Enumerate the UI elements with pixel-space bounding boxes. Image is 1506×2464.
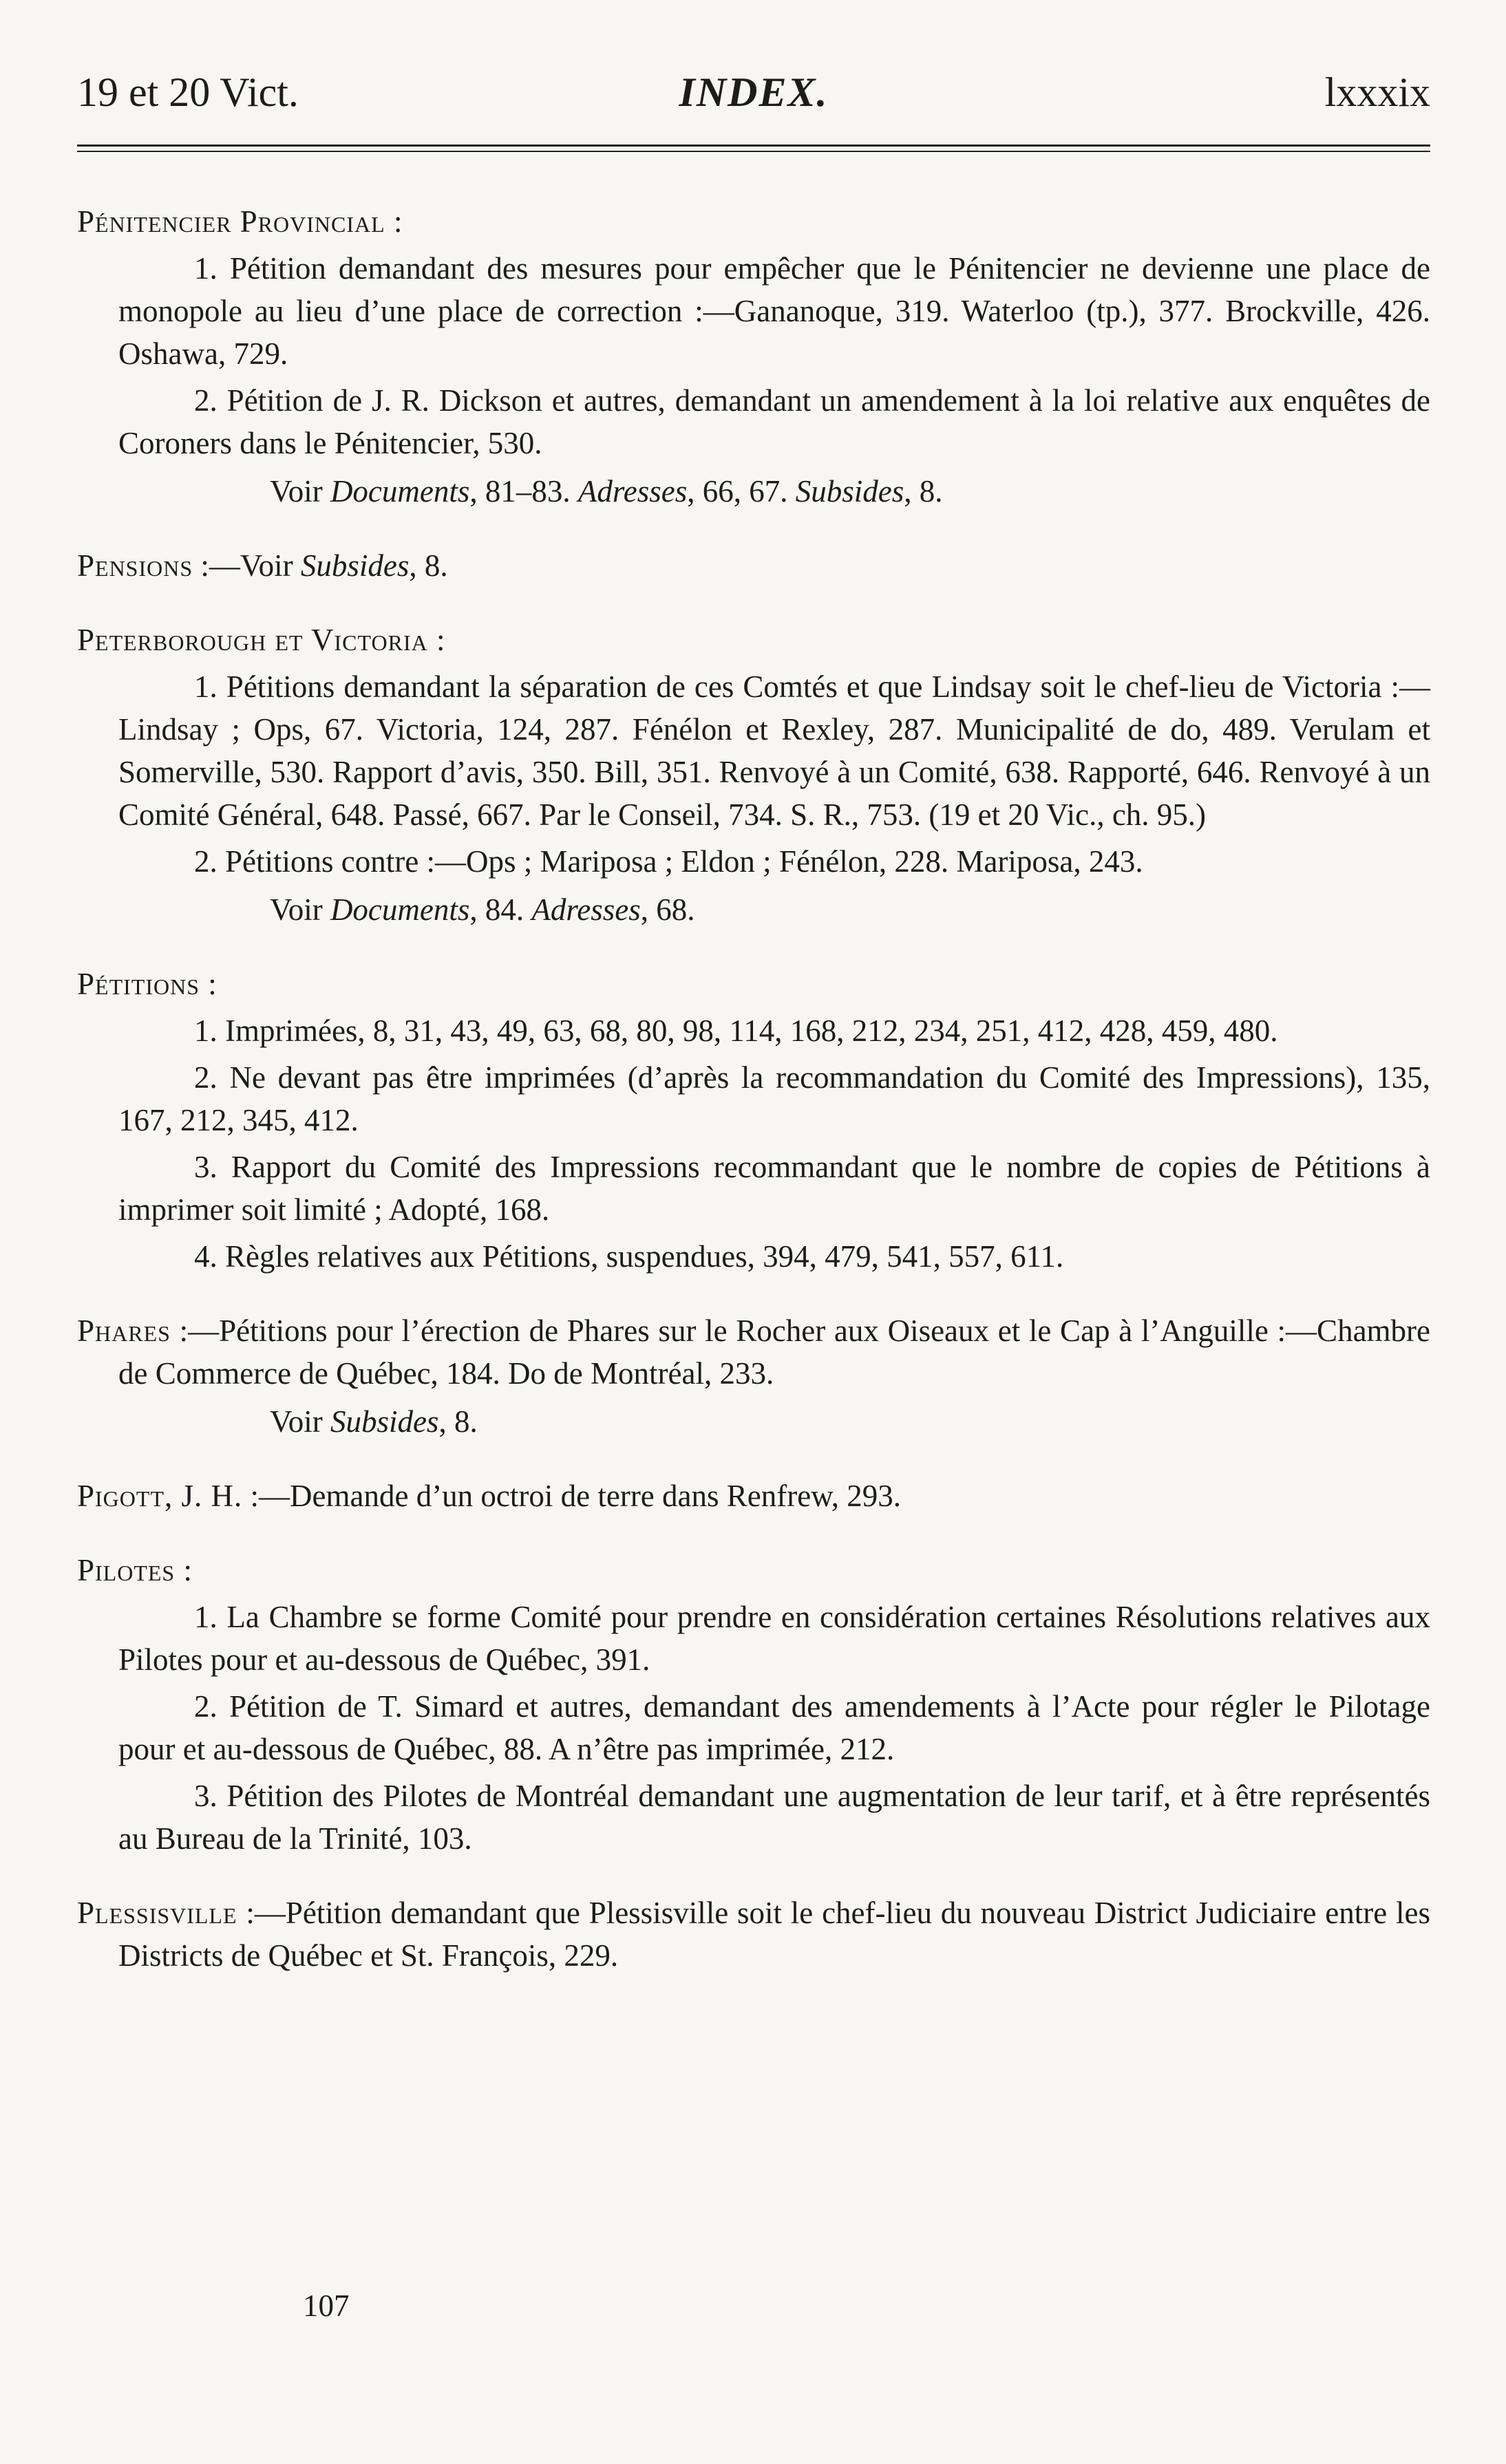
page-number: lxxxix [1324, 69, 1430, 115]
index-content [77, 200, 1430, 1977]
see-also: Voir Documents, 81–83. Adresses, 66, 67. Subsides, 8. [270, 474, 943, 508]
list-item: 1. Pétition demandant des mesures pour empêcher que le Pénitencier ne devienne une place de monopole au lieu d’une place de correction :—Gananoque, 319. Waterloo (tp.), 377. Brockville, 426. Oshawa, 729. [118, 251, 1430, 371]
ref-subsides: Subsides [795, 474, 904, 508]
ref-documents: Documents [330, 892, 470, 927]
entry-heading: Phares [77, 1314, 171, 1348]
list-item: 1. La Chambre se forme Comité pour prendre en considération certaines Résolutions relatives aux Pilotes pour et au-dessous de Québec, 391. [118, 1600, 1430, 1677]
entry-heading: Pigott, J. H. [77, 1479, 243, 1513]
ref-subsides: Subsides [300, 548, 410, 583]
page-title: INDEX. [679, 69, 829, 115]
list-item: 3. Rapport du Comité des Impressions recommandant que le nombre de copies de Pétitions à imprimer soit limité ; Adopté, 168. [118, 1150, 1430, 1227]
entry-plessisville: Plessisville :—Pétition demandant que Plessisville soit le chef-lieu du nouveau District Judiciaire entre les Districts de Québec et St. François, 229. [77, 1896, 1430, 1973]
entry-penitencier [77, 200, 1430, 513]
list-item: 1. Imprimées, 8, 31, 43, 49, 63, 68, 80, 98, 114, 168, 212, 234, 251, 412, 428, 459, 480. [194, 1014, 1278, 1048]
entry-heading: Pétitions : [77, 967, 218, 1001]
list-item: 2. Pétition de T. Simard et autres, demandant des amendements à l’Acte pour régler le Pilotage pour et au-dessous de Québec, 88. A n’être pas imprimée, 212. [118, 1689, 1430, 1766]
ref-subsides: Subsides [330, 1404, 439, 1439]
entry-pigott: Pigott, J. H. :—Demande d’un octroi de terre dans Renfrew, 293. [77, 1479, 902, 1513]
entry-heading: Pensions [77, 548, 193, 583]
signature-mark: 107 [303, 2289, 350, 2323]
entry-phares: Phares :—Pétitions pour l’érection de Phares sur le Rocher aux Oiseaux et le Cap à l’Anguille :—Chambre de Commerce de Québec, 184. Do de Montréal, 233. Voir Subsides, 8. [77, 1309, 1430, 1443]
list-item: 1. Pétitions demandant la séparation de ces Comtés et que Lindsay soit le chef-lieu de Victoria :—Lindsay ; Ops, 67. Victoria, 124, 287. Fénélon et Rexley, 287. Municipalité de do, 489. Verulam et Somerville, 530. Rapport d’avis, 350. Bill, 351. Renvoyé à un Comité, 638. Rapporté, 646. Renvoyé à un Comité Général, 648. Passé, 667. Par le Conseil, 734. S. R., 753. (19 et 20 Vic., ch. 95.) [118, 669, 1430, 832]
list-item: 3. Pétition des Pilotes de Montréal demandant une augmentation de leur tarif, et à être représentés au Bureau de la Trinité, 103. [118, 1779, 1430, 1856]
list-item: 2. Pétitions contre :—Ops ; Mariposa ; Eldon ; Fénélon, 228. Mariposa, 243. [194, 844, 1143, 879]
list-item: 2. Ne devant pas être imprimées (d’après la recommandation du Comité des Impressions), 135, 167, 212, 345, 412. [118, 1060, 1430, 1137]
see-also: Voir Documents, 84. Adresses, 68. [270, 892, 695, 927]
entry-pilotes [77, 1549, 1430, 1860]
ref-adresses: Adresses [531, 892, 641, 927]
entry-peterborough [77, 619, 1430, 931]
list-item: 2. Pétition de J. R. Dickson et autres, demandant un amendement à la loi relative aux enquêtes de Coroners dans le Pénitencier, 530. [118, 383, 1430, 460]
page-header [77, 48, 1430, 138]
entry-petitions [77, 963, 1430, 1278]
header-rule-secondary [77, 151, 1430, 152]
volume-label: 19 et 20 Vict. [77, 69, 299, 115]
ref-documents: Documents [330, 474, 470, 508]
entry-heading: Pilotes : [77, 1553, 193, 1587]
see-also: Voir Subsides, 8. [270, 1404, 478, 1439]
header-rule [77, 144, 1430, 147]
entry-heading: Peterborough et Victoria : [77, 623, 446, 657]
entry-pensions: Pensions :—Voir Subsides, 8. [77, 548, 448, 583]
list-item: 4. Règles relatives aux Pétitions, suspendues, 394, 479, 541, 557, 611. [194, 1239, 1064, 1274]
entry-heading: Pénitencier Provincial : [77, 204, 403, 239]
ref-adresses: Adresses [577, 474, 688, 508]
entry-heading: Plessisville [77, 1896, 237, 1930]
